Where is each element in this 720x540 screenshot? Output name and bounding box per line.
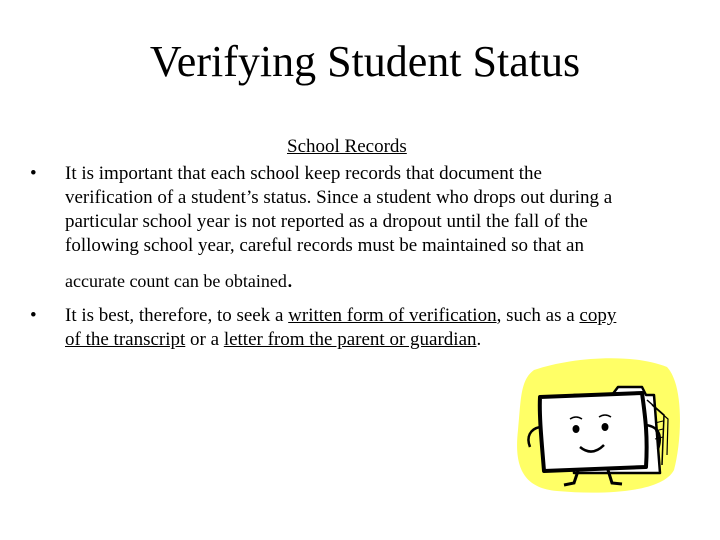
bullet-text: .	[476, 329, 482, 350]
bullet-text: It is best, therefore, to seek a	[65, 305, 289, 326]
bullet-line: verification of a student’s status. Since a student who drops out during a	[65, 187, 613, 208]
underlined-phrase-letter: letter from the parent or guardian	[223, 329, 477, 350]
underlined-phrase-transcript: of the transcript	[65, 329, 186, 350]
bullet-line	[65, 328, 690, 352]
bullet-marker: •	[30, 305, 37, 326]
smiling-folder-icon	[512, 355, 682, 495]
slide-body	[30, 162, 690, 352]
bullet-line	[65, 304, 690, 328]
bullet-line: following school year, careful records must be maintained so that an	[65, 235, 584, 256]
section-heading: School Records	[287, 136, 407, 157]
bullet-line	[65, 268, 690, 294]
bullet-item	[30, 304, 690, 352]
underlined-phrase-verification: written form of verification	[288, 305, 497, 326]
bullet-line-period: .	[286, 267, 293, 293]
bullet-text: or a	[185, 329, 224, 350]
bullet-line: It is important that each school keep records that document the	[65, 163, 542, 184]
underlined-phrase-copy: copy	[579, 305, 617, 326]
bullet-marker: •	[30, 163, 37, 184]
bullet-line-text: accurate count can be obtained	[65, 271, 287, 291]
slide-title: Verifying Student Status	[149, 37, 581, 86]
bullet-text: , such as a	[496, 305, 580, 326]
bullet-item	[30, 162, 690, 294]
bullet-line: particular school year is not reported as a dropout until the fall of the	[65, 211, 588, 232]
